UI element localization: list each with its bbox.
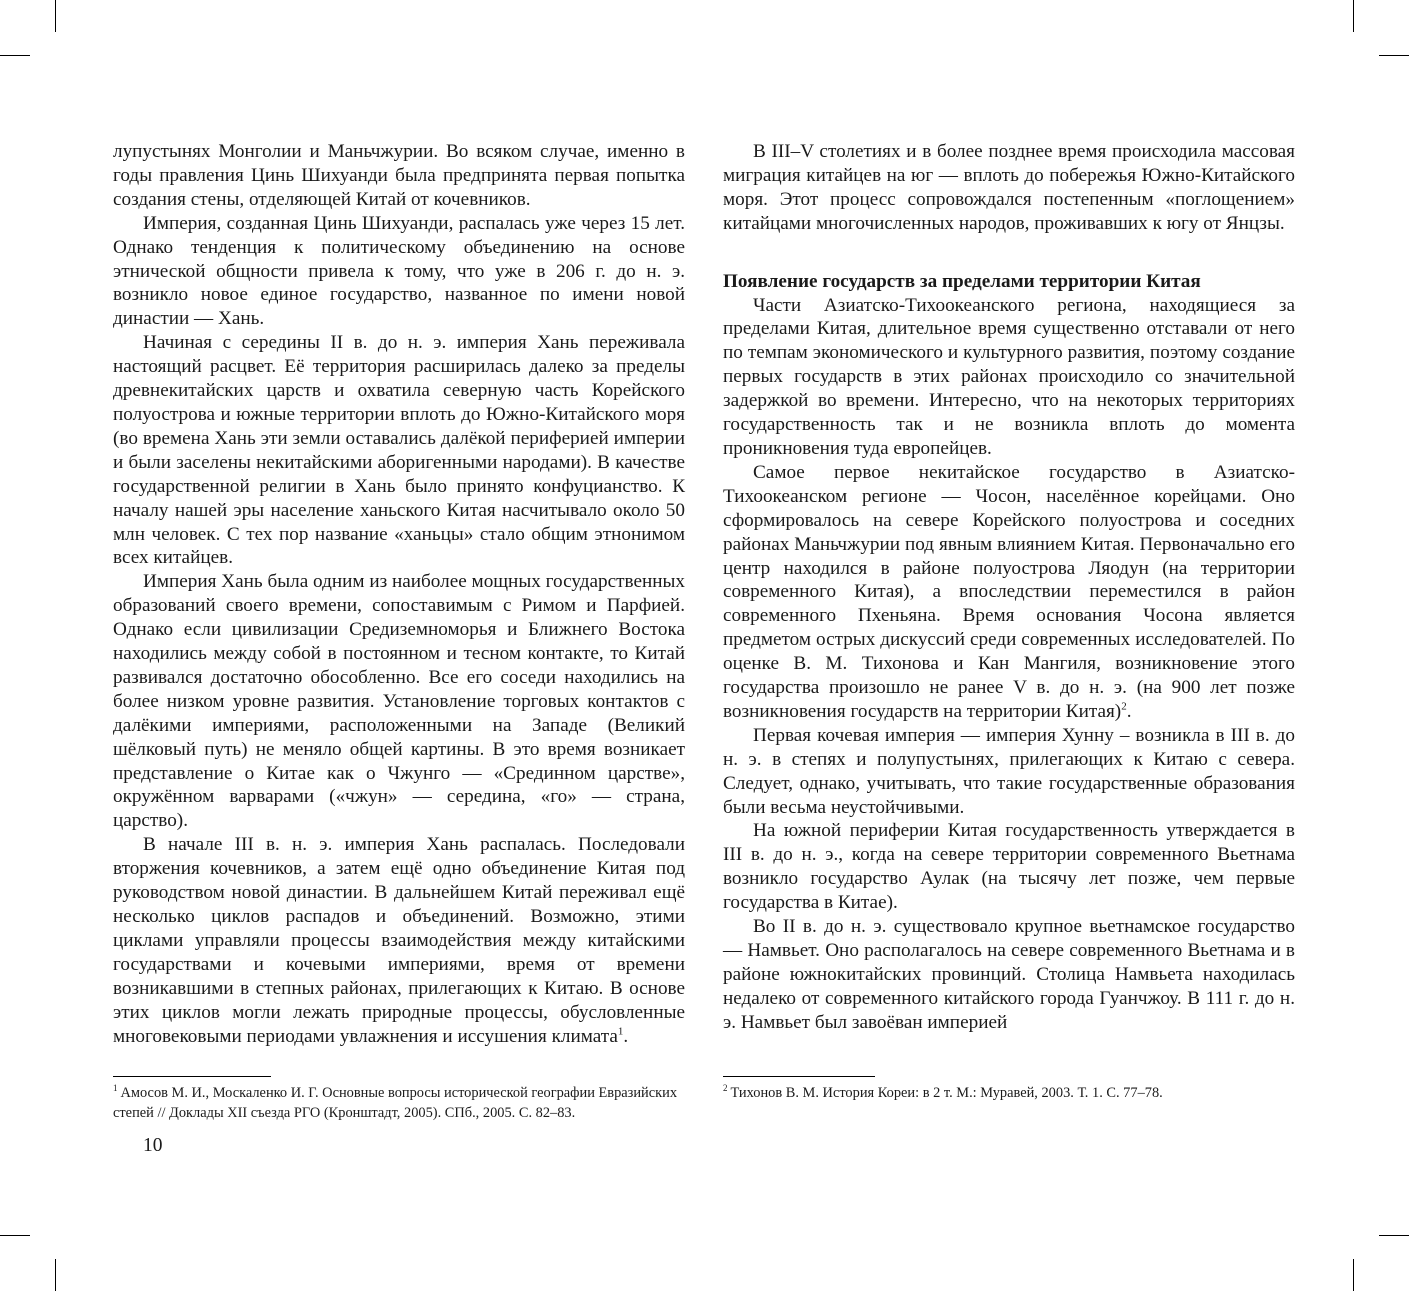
paragraph: лупустынях Монголии и Маньчжурии. Во всяком случае, именно в годы правления Цинь Шихуанди была предпринята первая попытка создания стены, отделяющей Китай от кочевников. [113, 141, 685, 210]
paragraph: В III–V столетиях и в более позднее время происходила массовая миграция китайцев на юг — вплоть до побережья Южно-Китайского моря. Этот процесс сопровождался постепенным «поглощением» китайцами многочисленных народов, проживавших к югу от Янцзы. [723, 141, 1295, 234]
crop-mark-top-right-h [1379, 55, 1409, 56]
section-heading: Появление государств за пределами территории Китая [723, 270, 1201, 292]
crop-mark-top-right [1353, 0, 1354, 32]
footnote-reference[interactable]: 1 [617, 1025, 624, 1038]
footnote-divider [113, 1076, 271, 1077]
paragraph-text: В начале III в. н. э. империя Хань распалась. Последовали вторжения кочевников, а затем ещё одно объединение Китая под руководством новой династии. В дальнейшем Китай переживал ещё несколько циклов распадов и объединений. Возможно, этими циклами управляли процессы взаимодействия между китайскими государствами и кочевыми империями, время от времени возникавшими в степных районах, прилегающих к Китаю. В основе этих циклов могли лежать природные процессы, обусловленные многовековыми периодами увлажнения и иссушения климата [113, 834, 685, 1047]
crop-mark-bottom-right [1353, 1259, 1354, 1291]
footnote-reference[interactable]: 2 [1121, 700, 1127, 713]
page-number: 10 [143, 1135, 163, 1156]
right-column [723, 140, 1295, 1035]
paragraph: Империя Хань была одним из наиболее мощных государственных образований своего времени, сопоставимым с Римом и Парфией. Однако если цивилизации Средиземноморья и Ближнего Востока находились между собой в постоянном и тесном контакте, то Китай развивался достаточно обособленно. Все его соседи находились на более низком уровне развития. Установление торговых контактов с далёкими империями, расположенными на Западе (Великий шёлковый путь) не меняло общей картины. В это время возникает представление о Китае как о Чжунго — «Срединном царстве», окружённом варварами («чжун» — середина, «го» — страна, царство). [113, 571, 685, 832]
paragraph: Начиная с середины II в. до н. э. империя Хань переживала настоящий расцвет. Её территория расширилась далеко за пределы древнекитайских царств и охватила северную часть Корейского полуострова и южные территории вплоть до Южно-Китайского моря (во времена Хань эти земли оставались далёкой периферией империи и были заселены некитайскими аборигенными народами). В качестве государственной религии в Хань было принято конфуцианство. К началу нашей эры население ханьского Китая насчитывало около 50 млн человек. С тех пор название «ханьцы» стало общим этнонимом всех китайцев. [113, 332, 685, 569]
paragraph: Во II в. до н. э. существовало крупное вьетнамское государство — Намвьет. Оно располагалось на севере современного Вьетнама и в районе южнокитайских провинций. Столица Намвьета находилась недалеко от современного китайского города Гуанчжоу. В 111 г. до н. э. Намвьет был завоёван империей [723, 916, 1295, 1033]
paragraph-text: Самое первое некитайское государство в Азиатско-Тихоокеанском регионе — Чосон, населённое корейцами. Оно сформировалось на севере Корейского полуострова и соседних районах Маньчжурии под явным влиянием Китая. Первоначально его центр находился в районе полуострова Ляодун (на территории современного Китая), а впоследствии переместился в район современного Пхеньяна. Время основания Чосона является предметом острых дискуссий среди современных исследователей. По оценке В. М. Тихонова и Кан Мангиля, возникновение этого государства произошло не ранее V в. до н. э. (на 900 лет позже возникновения государств на территории Китая) [723, 461, 1295, 722]
paragraph: Части Азиатско-Тихоокеанского региона, находящиеся за пределами Китая, длительное время существенно отставали от него по темпам экономического и культурного развития, поэтому создание первых государств в этих районах происходило со значительной задержкой во времени. Интересно, что на некоторых территориях государственность так и не возникла вплоть до момента проникновения туда европейцев. [723, 294, 1295, 459]
paragraph: На южной периферии Китая государственность утверждается в III в. до н. э., когда на севере территории современного Вьетнама возникло государство Аулак (на тысячу лет позже, чем первые государства в Китае). [723, 820, 1295, 914]
footnote-divider [723, 1076, 875, 1077]
paragraph-with-footnote: Самое первое некитайское государство в Азиатско-Тихоокеанском регионе — Чосон, населённое корейцами. Оно сформировалось на севере Корейского полуострова и соседних районах Маньчжурии под явным влиянием Китая. Первоначально его центр находился в районе полуострова Ляодун (на территории современного Китая), а впоследствии переместился в район современного Пхеньяна. Время основания Чосона является предметом острых дискуссий среди современных исследователей. По оценке В. М. Тихонова и Кан Мангиля, возникновение этого государства произошло не ранее V в. до н. э. (на 900 лет позже возникновения государств на территории Китая)$^2$. [723, 461, 1295, 722]
footnote-mark: 1 [113, 1083, 118, 1094]
footnote-mark: 2 [723, 1083, 728, 1094]
paragraph-with-footnote: В начале III в. н. э. империя Хань распалась. Последовали вторжения кочевников, а затем ещё одно объединение Китая под руководством новой династии. В дальнейшем Китай переживал ещё несколько циклов распадов и объединений. Возможно, этими циклами управляли процессы взаимодействия между китайскими государствами и кочевыми империями, время от времени возникавшими в степных районах, прилегающих к Китаю. В основе этих циклов могли лежать природные процессы, обусловленные многовековыми периодами увлажнения и иссушения климата$^1$. [113, 834, 685, 1047]
paragraph: Первая кочевая империя — империя Хунну – возникла в III в. до н. э. в степях и полупустынях, прилегающих к Китаю с севера. Следует, однако, учитывать, что такие государственные образования были весьма неустойчивыми. [723, 724, 1295, 818]
crop-mark-top-left [55, 0, 56, 32]
footnote-left [113, 1083, 685, 1123]
paragraph: Империя, созданная Цинь Шихуанди, распалась уже через 15 лет. Однако тенденция к политическому объединению на основе этнической общности привела к тому, что уже в 206 г. до н. э. возникло новое единое государство, названное по имени новой династии — Хань. [113, 212, 685, 330]
footnote-right [723, 1083, 1295, 1103]
footnote-text: Тихонов В. М. История Кореи: в 2 т. М.: Муравей, 2003. Т. 1. С. 77–78. [730, 1085, 1163, 1101]
crop-mark-bottom-right-h [1379, 1235, 1409, 1236]
footnote-text: Амосов М. И., Москаленко И. Г. Основные вопросы исторической географии Евразийских степей // Доклады XII съезда РГО (Кронштадт, 2005). СПб., 2005. С. 82–83. [113, 1085, 678, 1121]
crop-mark-top-left-h [0, 55, 30, 56]
crop-mark-bottom-left [55, 1259, 56, 1291]
left-column [113, 140, 685, 1048]
crop-mark-bottom-left-h [0, 1235, 30, 1236]
